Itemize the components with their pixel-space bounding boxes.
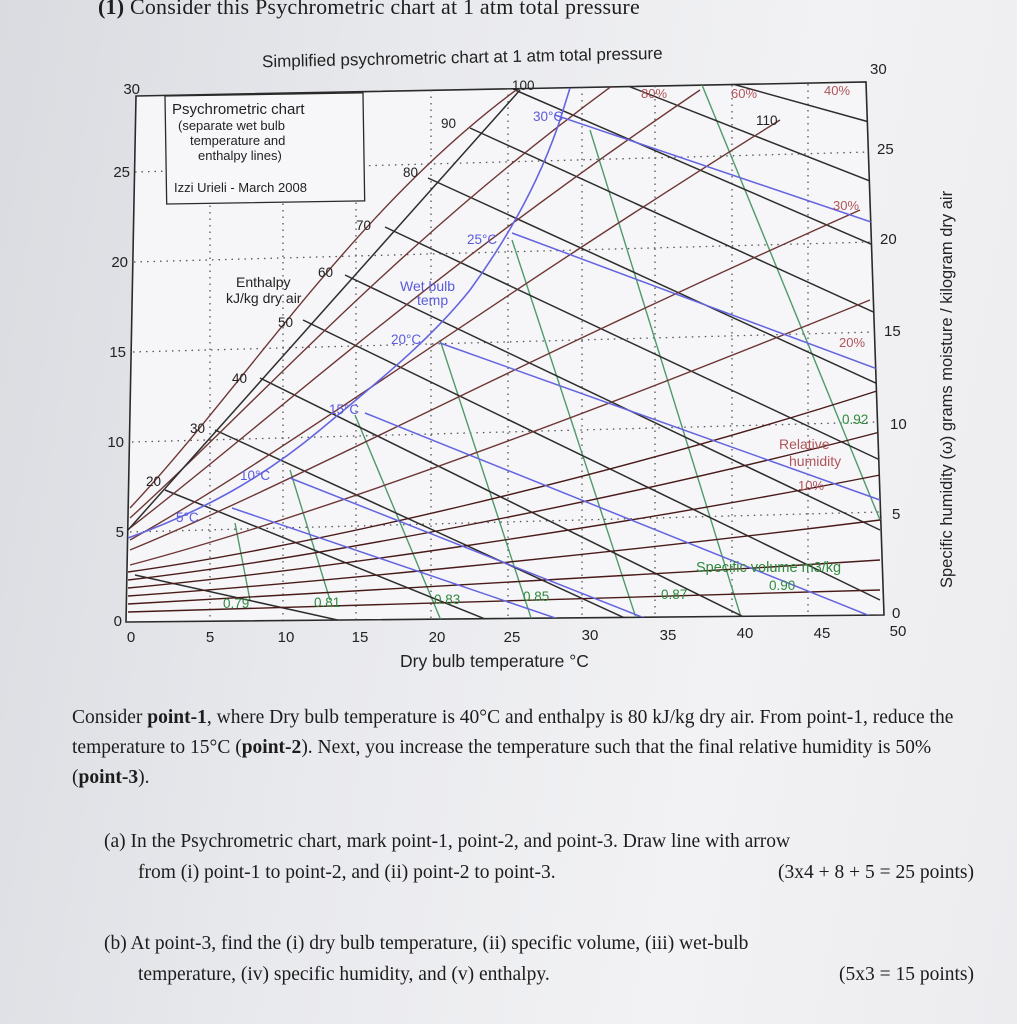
svg-text:80%: 80%: [641, 86, 668, 101]
svg-text:15: 15: [884, 323, 901, 340]
svg-text:5°C: 5°C: [176, 510, 199, 525]
svg-text:25: 25: [503, 629, 521, 646]
svg-text:0: 0: [126, 629, 136, 646]
point-3-label: point-3: [78, 767, 139, 788]
svg-text:90: 90: [441, 116, 457, 131]
svg-text:35: 35: [659, 627, 677, 644]
svg-text:0: 0: [113, 613, 122, 630]
svg-text:Enthalpy: Enthalpy: [236, 274, 291, 290]
svg-text:0: 0: [892, 605, 901, 622]
part-a: [104, 826, 984, 888]
svg-text:temperature and: temperature and: [190, 133, 286, 148]
svg-text:0.83: 0.83: [434, 592, 461, 607]
svg-text:60%: 60%: [731, 86, 758, 101]
svg-text:0.92: 0.92: [842, 412, 869, 427]
svg-text:30: 30: [123, 81, 140, 98]
svg-text:70: 70: [356, 218, 372, 233]
svg-text:20: 20: [146, 474, 162, 489]
svg-text:45: 45: [813, 625, 831, 642]
svg-text:Izzi Urieli - March 2008: Izzi Urieli - March 2008: [174, 180, 307, 195]
part-b-points: (5x3 = 15 points): [838, 964, 974, 985]
svg-text:kJ/kg dry air: kJ/kg dry air: [226, 290, 302, 306]
svg-text:20: 20: [880, 231, 897, 248]
x-axis-label: Dry bulb temperature °C: [400, 651, 589, 671]
svg-text:5: 5: [892, 506, 901, 523]
part-b-line1: (b) At point-3, find the (i) dry bulb temperature, (ii) specific volume, (iii) wet-bulb: [104, 933, 749, 954]
svg-text:25°C: 25°C: [467, 232, 498, 247]
svg-text:40: 40: [232, 371, 248, 386]
svg-text:50: 50: [889, 623, 907, 640]
problem-statement: Consider point-1, where Dry bulb temperature is 40°C and enthalpy is 80 kJ/kg dry air. From point-1, reduce the temperature to 15°C (point-2). Next, you increase the temperature such that the final relative humidity is 50% (point-3).: [72, 707, 954, 788]
svg-text:110: 110: [756, 113, 778, 128]
svg-text:enthalpy lines): enthalpy lines): [198, 148, 282, 163]
question-number: (1): [98, 0, 125, 19]
part-b-line2: temperature, (iv) specific humidity, and (v) enthalpy. (5x3 = 15 points): [104, 959, 984, 990]
svg-text:60: 60: [318, 265, 334, 280]
svg-text:15: 15: [109, 344, 126, 361]
svg-text:30: 30: [870, 61, 887, 78]
point-1-label: point-1: [147, 707, 207, 728]
svg-text:0.81: 0.81: [314, 595, 341, 610]
svg-text:20: 20: [111, 254, 128, 271]
svg-text:20°C: 20°C: [391, 332, 422, 347]
svg-text:(separate wet bulb: (separate wet bulb: [178, 118, 285, 133]
svg-text:10: 10: [277, 629, 295, 646]
svg-text:0.87: 0.87: [661, 587, 688, 602]
svg-text:0.90: 0.90: [769, 578, 796, 593]
svg-text:30°C: 30°C: [533, 109, 564, 124]
svg-text:30: 30: [190, 421, 206, 436]
svg-text:0.79: 0.79: [223, 596, 250, 611]
svg-text:10%: 10%: [798, 478, 825, 493]
svg-text:25: 25: [877, 141, 894, 158]
svg-text:humidity: humidity: [789, 453, 842, 469]
svg-text:40%: 40%: [824, 83, 851, 98]
svg-text:40: 40: [736, 625, 754, 642]
svg-text:Relative: Relative: [779, 436, 830, 452]
question-heading-text: Consider this Psychrometric chart at 1 atm total pressure: [129, 0, 640, 19]
svg-text:15°C: 15°C: [329, 402, 360, 417]
svg-text:50: 50: [278, 315, 294, 330]
svg-text:20%: 20%: [839, 335, 866, 350]
svg-text:100: 100: [512, 78, 535, 93]
svg-text:80: 80: [403, 165, 419, 180]
chart-title: Simplified psychrometric chart at 1 atm total pressure: [261, 43, 663, 72]
part-a-points: (3x4 + 8 + 5 = 25 points): [777, 862, 974, 883]
svg-text:10: 10: [107, 434, 124, 451]
svg-text:temp: temp: [417, 292, 449, 308]
part-a-line1: (a) In the Psychrometric chart, mark point-1, point-2, and point-3. Draw line with arrow: [104, 831, 791, 852]
y-axis-label: Specific humidity (ω) grams moisture / kilogram dry air: [938, 190, 956, 588]
svg-text:10: 10: [890, 416, 907, 433]
point-2-label: point-2: [241, 737, 302, 758]
svg-text:5: 5: [115, 524, 124, 541]
x-axis: [127, 623, 907, 646]
svg-text:Psychrometric chart: Psychrometric chart: [172, 101, 305, 118]
legend-box: [165, 93, 365, 204]
svg-text:15: 15: [351, 629, 369, 646]
svg-text:Wet bulb: Wet bulb: [400, 278, 455, 294]
svg-text:30: 30: [581, 627, 599, 644]
part-b: [104, 928, 984, 990]
svg-text:Specific volume m3/kg: Specific volume m3/kg: [696, 560, 842, 576]
svg-text:5: 5: [205, 629, 215, 646]
part-a-line2: from (i) point-1 to point-2, and (ii) point-2 to point-3. (3x4 + 8 + 5 = 25 points): [104, 857, 984, 888]
svg-text:20: 20: [428, 629, 446, 646]
svg-text:0.85: 0.85: [523, 589, 550, 604]
svg-text:25: 25: [113, 164, 130, 181]
svg-text:30%: 30%: [833, 198, 860, 213]
svg-text:10°C: 10°C: [240, 468, 271, 483]
